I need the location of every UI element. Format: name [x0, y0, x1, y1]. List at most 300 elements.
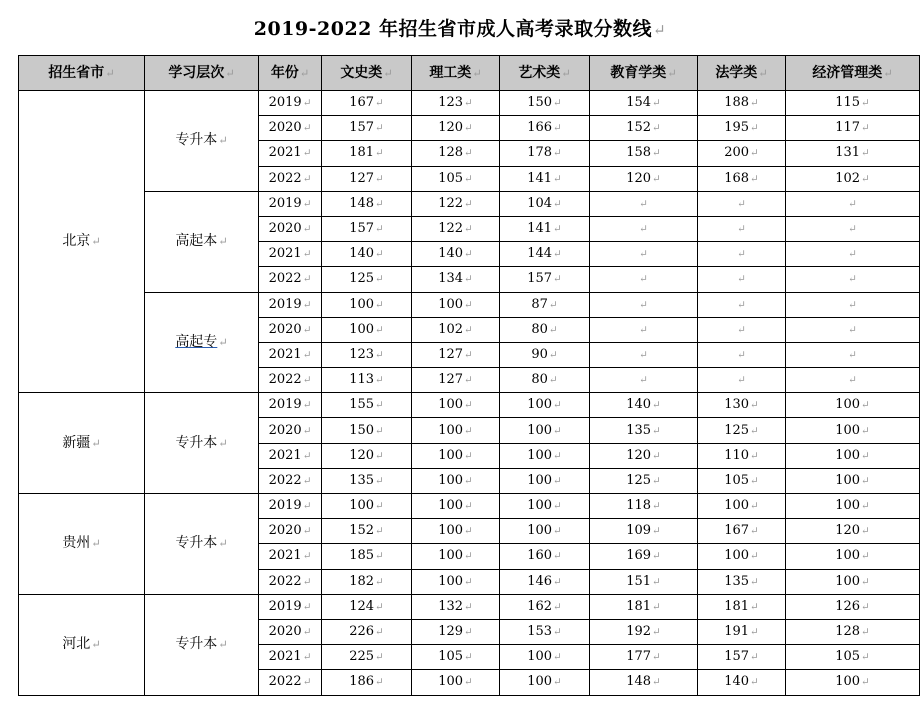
score-cell: 140↵	[322, 242, 412, 267]
paragraph-mark-icon: ↵	[302, 223, 312, 236]
header-cell: 艺术类↵	[500, 56, 590, 91]
province-cell: 贵州↵	[19, 494, 145, 595]
score-cell: 195↵	[698, 116, 786, 141]
paragraph-mark-icon: ↵	[553, 600, 562, 613]
paragraph-mark-icon: ↵	[861, 122, 870, 135]
paragraph-mark-icon: ↵	[861, 449, 870, 462]
header-cell: 学习层次↵	[145, 56, 259, 91]
paragraph-mark-icon: ↵	[553, 474, 562, 487]
paragraph-mark-icon: ↵	[464, 600, 473, 613]
paragraph-mark-icon: ↵	[639, 374, 648, 387]
paragraph-mark-icon: ↵	[652, 172, 661, 185]
year-cell: 2022↵	[259, 368, 322, 393]
score-cell: 134↵	[412, 267, 500, 292]
score-cell: 100↵	[786, 468, 920, 493]
paragraph-mark-icon: ↵	[750, 399, 759, 412]
paragraph-mark-icon: ↵	[302, 248, 312, 261]
paragraph-mark-icon: ↵	[861, 97, 870, 110]
score-cell: 167↵	[698, 519, 786, 544]
paragraph-mark-icon: ↵	[218, 436, 228, 450]
score-cell: 130↵	[698, 393, 786, 418]
paragraph-mark-icon: ↵	[848, 348, 857, 361]
paragraph-mark-icon: ↵	[553, 223, 562, 236]
paragraph-mark-icon: ↵	[639, 323, 648, 336]
paragraph-mark-icon: ↵	[91, 638, 101, 652]
score-cell: 115↵	[786, 91, 920, 116]
score-cell	[786, 242, 920, 267]
year-cell: 2021↵	[259, 443, 322, 468]
score-cell	[590, 342, 698, 367]
paragraph-mark-icon: ↵	[375, 248, 384, 261]
paragraph-mark-icon: ↵	[553, 500, 562, 513]
score-cell: 146↵	[500, 569, 590, 594]
paragraph-mark-icon: ↵	[750, 449, 759, 462]
paragraph-mark-icon: ↵	[861, 575, 870, 588]
paragraph-mark-icon: ↵	[653, 21, 667, 39]
score-cell: 100↵	[500, 443, 590, 468]
paragraph-mark-icon: ↵	[652, 399, 661, 412]
header-cell: 理工类↵	[412, 56, 500, 91]
year-cell: 2020↵	[259, 519, 322, 544]
score-cell: 100↵	[500, 670, 590, 695]
table-row	[19, 91, 920, 116]
paragraph-mark-icon: ↵	[464, 651, 473, 664]
table-row	[19, 594, 920, 619]
score-cell: 157↵	[322, 116, 412, 141]
score-cell: 128↵	[412, 141, 500, 166]
score-cell: 128↵	[786, 619, 920, 644]
paragraph-mark-icon: ↵	[639, 223, 648, 236]
paragraph-mark-icon: ↵	[553, 122, 562, 135]
score-cell	[698, 242, 786, 267]
paragraph-mark-icon: ↵	[302, 575, 312, 588]
score-cell: 100↵	[412, 670, 500, 695]
paragraph-mark-icon: ↵	[737, 323, 746, 336]
paragraph-mark-icon: ↵	[861, 500, 870, 513]
score-cell: 113↵	[322, 368, 412, 393]
paragraph-mark-icon: ↵	[375, 575, 384, 588]
paragraph-mark-icon: ↵	[464, 550, 473, 563]
paragraph-mark-icon: ↵	[652, 449, 661, 462]
level-cell: 专升本↵	[145, 494, 259, 595]
score-cell: 140↵	[698, 670, 786, 695]
paragraph-mark-icon: ↵	[861, 399, 870, 412]
score-cell: 169↵	[590, 544, 698, 569]
paragraph-mark-icon: ↵	[750, 550, 759, 563]
level-cell: 高起本↵	[145, 191, 259, 292]
paragraph-mark-icon: ↵	[218, 134, 228, 148]
score-cell: 120↵	[412, 116, 500, 141]
paragraph-mark-icon: ↵	[553, 651, 562, 664]
score-cell: 120↵	[590, 443, 698, 468]
year-cell: 2020↵	[259, 619, 322, 644]
score-cell: 182↵	[322, 569, 412, 594]
paragraph-mark-icon: ↵	[464, 122, 473, 135]
score-cell: 132↵	[412, 594, 500, 619]
paragraph-mark-icon: ↵	[553, 449, 562, 462]
paragraph-mark-icon: ↵	[553, 197, 562, 210]
paragraph-mark-icon: ↵	[639, 248, 648, 261]
score-cell: 186↵	[322, 670, 412, 695]
score-cell: 140↵	[412, 242, 500, 267]
paragraph-mark-icon: ↵	[652, 97, 661, 110]
paragraph-mark-icon: ↵	[464, 399, 473, 412]
score-cell: 168↵	[698, 166, 786, 191]
score-cell: 100↵	[412, 418, 500, 443]
score-cell: 181↵	[590, 594, 698, 619]
score-cell: 125↵	[590, 468, 698, 493]
score-cell: 123↵	[412, 91, 500, 116]
paragraph-mark-icon: ↵	[91, 235, 101, 249]
paragraph-mark-icon: ↵	[218, 537, 228, 551]
score-cell: 100↵	[500, 645, 590, 670]
paragraph-mark-icon: ↵	[464, 197, 473, 210]
score-cell: 135↵	[698, 569, 786, 594]
level-cell: 高起专↵	[145, 292, 259, 393]
paragraph-mark-icon: ↵	[302, 323, 312, 336]
province-cell: 北京↵	[19, 91, 145, 393]
score-cell: 100↵	[698, 544, 786, 569]
level-cell: 专升本↵	[145, 594, 259, 695]
paragraph-mark-icon: ↵	[861, 600, 870, 613]
paragraph-mark-icon: ↵	[375, 600, 384, 613]
province-cell: 河北↵	[19, 594, 145, 695]
score-cell	[786, 216, 920, 241]
paragraph-mark-icon: ↵	[652, 651, 661, 664]
paragraph-mark-icon: ↵	[375, 197, 384, 210]
paragraph-mark-icon: ↵	[553, 626, 562, 639]
score-cell: 117↵	[786, 116, 920, 141]
score-cell: 192↵	[590, 619, 698, 644]
paragraph-mark-icon: ↵	[750, 122, 759, 135]
paragraph-mark-icon: ↵	[848, 374, 857, 387]
year-cell: 2019↵	[259, 594, 322, 619]
paragraph-mark-icon: ↵	[861, 172, 870, 185]
score-cell: 80↵	[500, 368, 590, 393]
table-row	[19, 494, 920, 519]
paragraph-mark-icon: ↵	[639, 348, 648, 361]
paragraph-mark-icon: ↵	[464, 626, 473, 639]
paragraph-mark-icon: ↵	[464, 223, 473, 236]
paragraph-mark-icon: ↵	[652, 626, 661, 639]
paragraph-mark-icon: ↵	[652, 550, 661, 563]
paragraph-mark-icon: ↵	[375, 348, 384, 361]
paragraph-mark-icon: ↵	[548, 374, 558, 387]
paragraph-mark-icon: ↵	[302, 449, 312, 462]
year-cell: 2021↵	[259, 342, 322, 367]
paragraph-mark-icon: ↵	[737, 273, 746, 286]
score-cell: 225↵	[322, 645, 412, 670]
paragraph-mark-icon: ↵	[652, 525, 661, 538]
paragraph-mark-icon: ↵	[639, 197, 648, 210]
paragraph-mark-icon: ↵	[553, 248, 562, 261]
year-cell: 2020↵	[259, 418, 322, 443]
paragraph-mark-icon: ↵	[737, 197, 746, 210]
paragraph-mark-icon: ↵	[375, 525, 384, 538]
score-cell: 141↵	[500, 216, 590, 241]
paragraph-mark-icon: ↵	[553, 97, 562, 110]
score-cell: 135↵	[322, 468, 412, 493]
header-cell: 招生省市↵	[19, 56, 145, 91]
paragraph-mark-icon: ↵	[375, 323, 384, 336]
paragraph-mark-icon: ↵	[464, 323, 473, 336]
score-cell	[698, 317, 786, 342]
paragraph-mark-icon: ↵	[302, 525, 312, 538]
score-cell: 120↵	[322, 443, 412, 468]
score-cell: 100↵	[322, 317, 412, 342]
paragraph-mark-icon: ↵	[375, 449, 384, 462]
score-cell: 100↵	[322, 292, 412, 317]
score-cell: 105↵	[698, 468, 786, 493]
table-row	[19, 292, 920, 317]
year-cell: 2022↵	[259, 670, 322, 695]
score-cell: 150↵	[322, 418, 412, 443]
paragraph-mark-icon: ↵	[750, 97, 759, 110]
paragraph-mark-icon: ↵	[750, 172, 759, 185]
paragraph-mark-icon: ↵	[737, 298, 746, 311]
header-row	[19, 56, 920, 91]
score-cell: 135↵	[590, 418, 698, 443]
paragraph-mark-icon: ↵	[464, 273, 473, 286]
score-cell	[590, 368, 698, 393]
score-cell: 200↵	[698, 141, 786, 166]
score-cell: 105↵	[412, 166, 500, 191]
paragraph-mark-icon: ↵	[464, 248, 473, 261]
paragraph-mark-icon: ↵	[91, 537, 101, 551]
score-cell	[590, 267, 698, 292]
score-cell: 152↵	[590, 116, 698, 141]
paragraph-mark-icon: ↵	[464, 525, 473, 538]
score-cell: 127↵	[412, 342, 500, 367]
score-cell: 122↵	[412, 191, 500, 216]
paragraph-mark-icon: ↵	[737, 348, 746, 361]
score-cell: 127↵	[322, 166, 412, 191]
paragraph-mark-icon: ↵	[218, 235, 228, 249]
score-cell: 102↵	[412, 317, 500, 342]
paragraph-mark-icon: ↵	[548, 323, 558, 336]
score-cell: 100↵	[500, 519, 590, 544]
score-cell: 148↵	[590, 670, 698, 695]
paragraph-mark-icon: ↵	[375, 122, 384, 135]
score-cell: 158↵	[590, 141, 698, 166]
year-cell: 2020↵	[259, 317, 322, 342]
score-cell: 100↵	[786, 670, 920, 695]
score-cell: 100↵	[500, 393, 590, 418]
paragraph-mark-icon: ↵	[91, 436, 101, 450]
score-cell: 160↵	[500, 544, 590, 569]
paragraph-mark-icon: ↵	[652, 600, 661, 613]
score-cell	[786, 317, 920, 342]
paragraph-mark-icon: ↵	[218, 335, 228, 349]
paragraph-mark-icon: ↵	[375, 374, 384, 387]
paragraph-mark-icon: ↵	[750, 575, 759, 588]
score-cell: 100↵	[412, 519, 500, 544]
score-cell: 155↵	[322, 393, 412, 418]
paragraph-mark-icon: ↵	[464, 348, 473, 361]
score-cell	[590, 216, 698, 241]
paragraph-mark-icon: ↵	[302, 172, 312, 185]
paragraph-mark-icon: ↵	[548, 348, 558, 361]
score-cell: 129↵	[412, 619, 500, 644]
paragraph-mark-icon: ↵	[302, 399, 312, 412]
paragraph-mark-icon: ↵	[464, 374, 473, 387]
paragraph-mark-icon: ↵	[750, 424, 759, 437]
score-cell	[698, 191, 786, 216]
paragraph-mark-icon: ↵	[548, 298, 558, 311]
paragraph-mark-icon: ↵	[375, 97, 384, 110]
score-cell: 87↵	[500, 292, 590, 317]
score-cell: 80↵	[500, 317, 590, 342]
paragraph-mark-icon: ↵	[302, 122, 312, 135]
score-cell: 100↵	[786, 494, 920, 519]
score-cell: 100↵	[500, 418, 590, 443]
year-cell: 2021↵	[259, 141, 322, 166]
paragraph-mark-icon: ↵	[553, 399, 562, 412]
paragraph-mark-icon: ↵	[553, 424, 562, 437]
paragraph-mark-icon: ↵	[375, 651, 384, 664]
year-cell: 2021↵	[259, 242, 322, 267]
paragraph-mark-icon: ↵	[302, 97, 312, 110]
paragraph-mark-icon: ↵	[302, 147, 312, 160]
paragraph-mark-icon: ↵	[861, 525, 870, 538]
paragraph-mark-icon: ↵	[652, 474, 661, 487]
paragraph-mark-icon: ↵	[464, 172, 473, 185]
paragraph-mark-icon: ↵	[302, 676, 312, 689]
score-cell: 120↵	[590, 166, 698, 191]
score-cell	[786, 191, 920, 216]
paragraph-mark-icon: ↵	[375, 223, 384, 236]
year-cell: 2019↵	[259, 393, 322, 418]
score-cell	[698, 267, 786, 292]
score-cell: 104↵	[500, 191, 590, 216]
score-cell: 157↵	[698, 645, 786, 670]
year-cell: 2019↵	[259, 292, 322, 317]
score-cell: 100↵	[322, 494, 412, 519]
year-cell: 2021↵	[259, 544, 322, 569]
paragraph-mark-icon: ↵	[750, 525, 759, 538]
score-cell: 100↵	[786, 418, 920, 443]
table-body	[19, 91, 920, 696]
score-cell	[698, 342, 786, 367]
paragraph-mark-icon: ↵	[302, 348, 312, 361]
score-cell: 157↵	[322, 216, 412, 241]
score-cell: 127↵	[412, 368, 500, 393]
paragraph-mark-icon: ↵	[302, 273, 312, 286]
score-cell: 110↵	[698, 443, 786, 468]
header-cell: 文史类↵	[322, 56, 412, 91]
score-cell: 226↵	[322, 619, 412, 644]
score-cell: 100↵	[500, 468, 590, 493]
score-cell: 100↵	[412, 544, 500, 569]
paragraph-mark-icon: ↵	[375, 550, 384, 563]
header-cell: 教育学类↵	[590, 56, 698, 91]
score-table	[18, 55, 920, 696]
paragraph-mark-icon: ↵	[464, 449, 473, 462]
paragraph-mark-icon: ↵	[464, 500, 473, 513]
score-cell: 178↵	[500, 141, 590, 166]
score-cell	[590, 292, 698, 317]
paragraph-mark-icon: ↵	[639, 298, 648, 311]
paragraph-mark-icon: ↵	[652, 500, 661, 513]
paragraph-mark-icon: ↵	[652, 676, 661, 689]
score-cell: 153↵	[500, 619, 590, 644]
header-cell: 年份↵	[259, 56, 322, 91]
year-cell: 2021↵	[259, 645, 322, 670]
year-cell: 2019↵	[259, 191, 322, 216]
paragraph-mark-icon: ↵	[553, 676, 562, 689]
paragraph-mark-icon: ↵	[553, 273, 562, 286]
year-cell: 2022↵	[259, 569, 322, 594]
paragraph-mark-icon: ↵	[464, 147, 473, 160]
score-cell: 122↵	[412, 216, 500, 241]
score-cell: 100↵	[786, 544, 920, 569]
paragraph-mark-icon: ↵	[464, 676, 473, 689]
score-cell: 100↵	[412, 292, 500, 317]
score-cell: 126↵	[786, 594, 920, 619]
paragraph-mark-icon: ↵	[302, 424, 312, 437]
table-row	[19, 191, 920, 216]
score-cell: 166↵	[500, 116, 590, 141]
score-cell: 124↵	[322, 594, 412, 619]
score-cell: 181↵	[322, 141, 412, 166]
paragraph-mark-icon: ↵	[553, 147, 562, 160]
paragraph-mark-icon: ↵	[750, 500, 759, 513]
score-cell: 125↵	[698, 418, 786, 443]
paragraph-mark-icon: ↵	[302, 500, 312, 513]
paragraph-mark-icon: ↵	[464, 298, 473, 311]
paragraph-mark-icon: ↵	[861, 147, 870, 160]
paragraph-mark-icon: ↵	[302, 298, 312, 311]
score-cell: 109↵	[590, 519, 698, 544]
paragraph-mark-icon: ↵	[737, 248, 746, 261]
paragraph-mark-icon: ↵	[737, 223, 746, 236]
year-cell: 2019↵	[259, 91, 322, 116]
paragraph-mark-icon: ↵	[375, 474, 384, 487]
score-cell: 181↵	[698, 594, 786, 619]
paragraph-mark-icon: ↵	[375, 273, 384, 286]
score-cell: 120↵	[786, 519, 920, 544]
score-cell	[590, 191, 698, 216]
score-cell: 123↵	[322, 342, 412, 367]
paragraph-mark-icon: ↵	[553, 550, 562, 563]
paragraph-mark-icon: ↵	[861, 626, 870, 639]
score-cell: 100↵	[500, 494, 590, 519]
score-cell	[786, 342, 920, 367]
score-cell: 148↵	[322, 191, 412, 216]
paragraph-mark-icon: ↵	[750, 626, 759, 639]
paragraph-mark-icon: ↵	[861, 424, 870, 437]
score-cell: 152↵	[322, 519, 412, 544]
paragraph-mark-icon: ↵	[652, 575, 661, 588]
score-cell	[786, 368, 920, 393]
paragraph-mark-icon: ↵	[861, 474, 870, 487]
paragraph-mark-icon: ↵	[553, 172, 562, 185]
score-cell	[590, 317, 698, 342]
score-cell: 125↵	[322, 267, 412, 292]
paragraph-mark-icon: ↵	[848, 223, 857, 236]
score-cell: 105↵	[412, 645, 500, 670]
year-cell: 2022↵	[259, 166, 322, 191]
level-cell: 专升本↵	[145, 393, 259, 494]
score-cell: 102↵	[786, 166, 920, 191]
paragraph-mark-icon: ↵	[375, 298, 384, 311]
score-cell	[698, 292, 786, 317]
paragraph-mark-icon: ↵	[375, 399, 384, 412]
paragraph-mark-icon: ↵	[750, 651, 759, 664]
score-cell: 141↵	[500, 166, 590, 191]
score-cell: 188↵	[698, 91, 786, 116]
paragraph-mark-icon: ↵	[848, 197, 857, 210]
